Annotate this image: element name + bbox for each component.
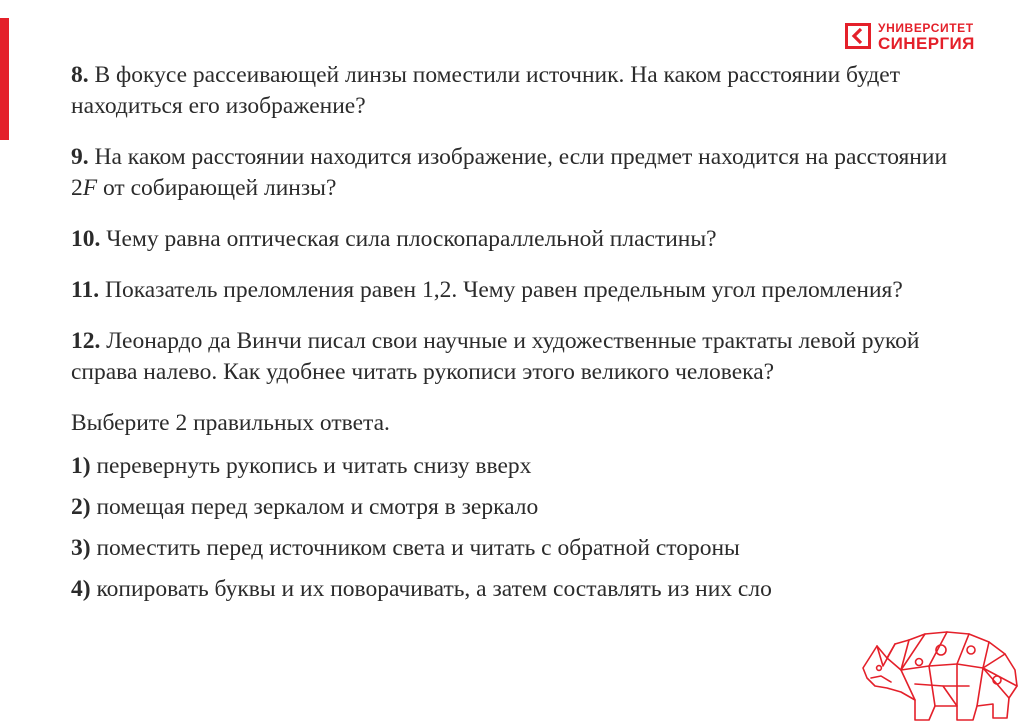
- answer-option-3: [71, 533, 971, 564]
- red-accent-bar: [0, 18, 9, 140]
- question-text: Показатель преломления равен 1,2. Чему равен предельным угол преломления?: [99, 277, 903, 303]
- question-11: [71, 275, 971, 306]
- answer-option-2: [71, 492, 971, 523]
- question-text: Чему равна оптическая сила плоскопараллельной пластины?: [100, 226, 717, 252]
- logo-line-1: УНИВЕРСИТЕТ: [878, 21, 974, 35]
- option-text: помещая перед зеркалом и смотря в зеркало: [90, 494, 539, 520]
- logo-line-2: СИНЕРГИЯ: [878, 34, 975, 53]
- option-number: 3): [71, 535, 91, 561]
- answer-instruction: Выберите 2 правильных ответа.: [71, 410, 390, 436]
- logo-text: [878, 22, 975, 52]
- question-text: В фокусе рассеивающей линзы поместили источник. На каком расстоянии будет находиться его изображение?: [71, 62, 901, 119]
- question-number: 9.: [71, 144, 89, 170]
- rhino-mascot-icon: [857, 618, 1024, 723]
- question-text: Леонардо да Винчи писал свои научные и художественные трактаты левой рукой справа налево. Как удобнее читать рукописи этого великого человека?: [71, 328, 920, 385]
- answer-option-1: [71, 451, 971, 482]
- option-number: 4): [71, 576, 91, 602]
- university-logo: [845, 22, 995, 56]
- option-text: перевернуть рукопись и читать снизу вверх: [90, 453, 532, 479]
- question-9: [71, 142, 971, 204]
- question-text: На каком расстоянии находится изображение, если предмет находится на расстоянии 2: [71, 144, 948, 201]
- question-number: 10.: [71, 226, 101, 252]
- question-8: [71, 60, 971, 122]
- slide-content: [71, 60, 971, 615]
- answer-option-4: [71, 574, 971, 605]
- focal-length-variable: F: [82, 175, 98, 201]
- question-number: 12.: [71, 328, 101, 354]
- option-text: копировать буквы и их поворачивать, а затем составлять из них сло: [90, 576, 772, 602]
- question-number: 8.: [71, 62, 89, 88]
- question-text-end: от собирающей линзы?: [97, 175, 337, 201]
- option-number: 2): [71, 494, 91, 520]
- synergy-logo-mark-icon: [845, 23, 871, 49]
- question-10: [71, 224, 971, 255]
- question-12: [71, 326, 971, 388]
- option-text: поместить перед источником света и читать с обратной стороны: [90, 535, 740, 561]
- option-number: 1): [71, 453, 91, 479]
- question-number: 11.: [71, 277, 100, 303]
